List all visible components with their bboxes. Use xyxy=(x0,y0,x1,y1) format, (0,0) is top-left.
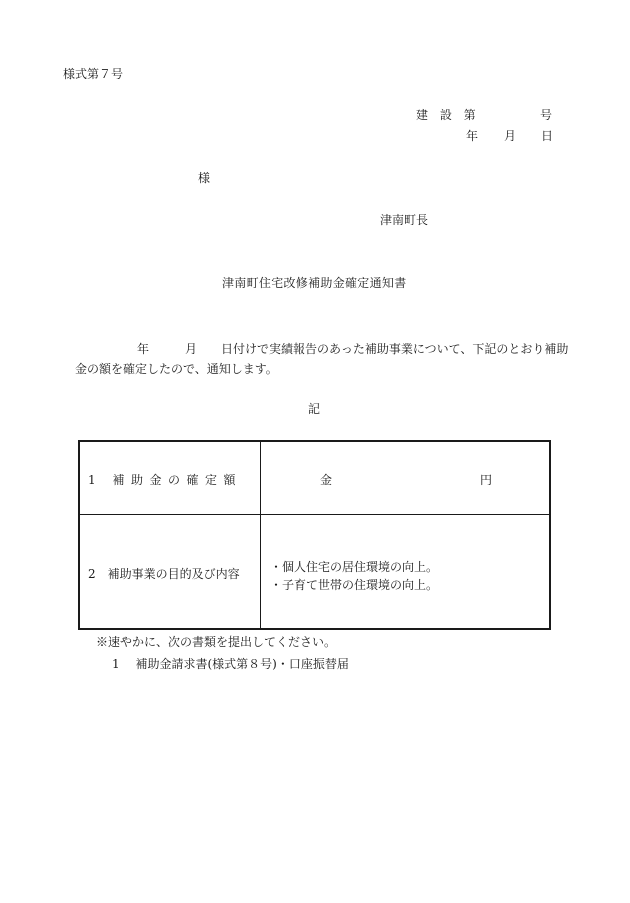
amount-prefix: 金 xyxy=(320,473,333,487)
sender-name: 津南町長 xyxy=(380,213,429,227)
notice-body-line-1 xyxy=(75,339,570,359)
subsidy-detail-table xyxy=(78,440,551,630)
date-year: 年 xyxy=(466,129,479,143)
document-title: 津南町住宅改修補助金確定通知書 xyxy=(222,276,407,290)
table-row-divider xyxy=(80,514,549,515)
reference-number-suffix: 号 xyxy=(540,108,553,122)
submission-note: ※速やかに、次の書類を提出してください。 xyxy=(96,635,337,649)
body-line-1-text: 日付けで実績報告のあった補助事業について、下記のとおり補助 xyxy=(221,342,569,356)
purpose-content xyxy=(270,558,438,594)
body-month: 月 xyxy=(185,342,198,356)
body-year: 年 xyxy=(137,342,150,356)
purpose-item: ・子育て世帯の住環境の向上。 xyxy=(270,578,439,592)
submission-note-item: 1 補助金請求書(様式第８号)・口座振替届 xyxy=(112,657,349,671)
date-month: 月 xyxy=(504,129,517,143)
purpose-item: ・個人住宅の居住環境の向上。 xyxy=(270,560,439,574)
confirmed-amount-label: 1 補助金の確定額 xyxy=(88,473,242,487)
notice-body-line-2: 金の額を確定したので、通知します。 xyxy=(75,362,278,376)
purpose-label: 2 補助事業の目的及び内容 xyxy=(88,567,240,581)
form-number: 様式第７号 xyxy=(63,67,124,81)
reference-number-label: 建 設 第 xyxy=(416,108,480,122)
date-day: 日 xyxy=(541,129,554,143)
ki-marker: 記 xyxy=(308,402,321,416)
addressee-honorific: 様 xyxy=(198,171,211,185)
amount-suffix: 円 xyxy=(480,473,493,487)
table-column-divider xyxy=(260,442,261,628)
notice-body xyxy=(75,339,570,379)
